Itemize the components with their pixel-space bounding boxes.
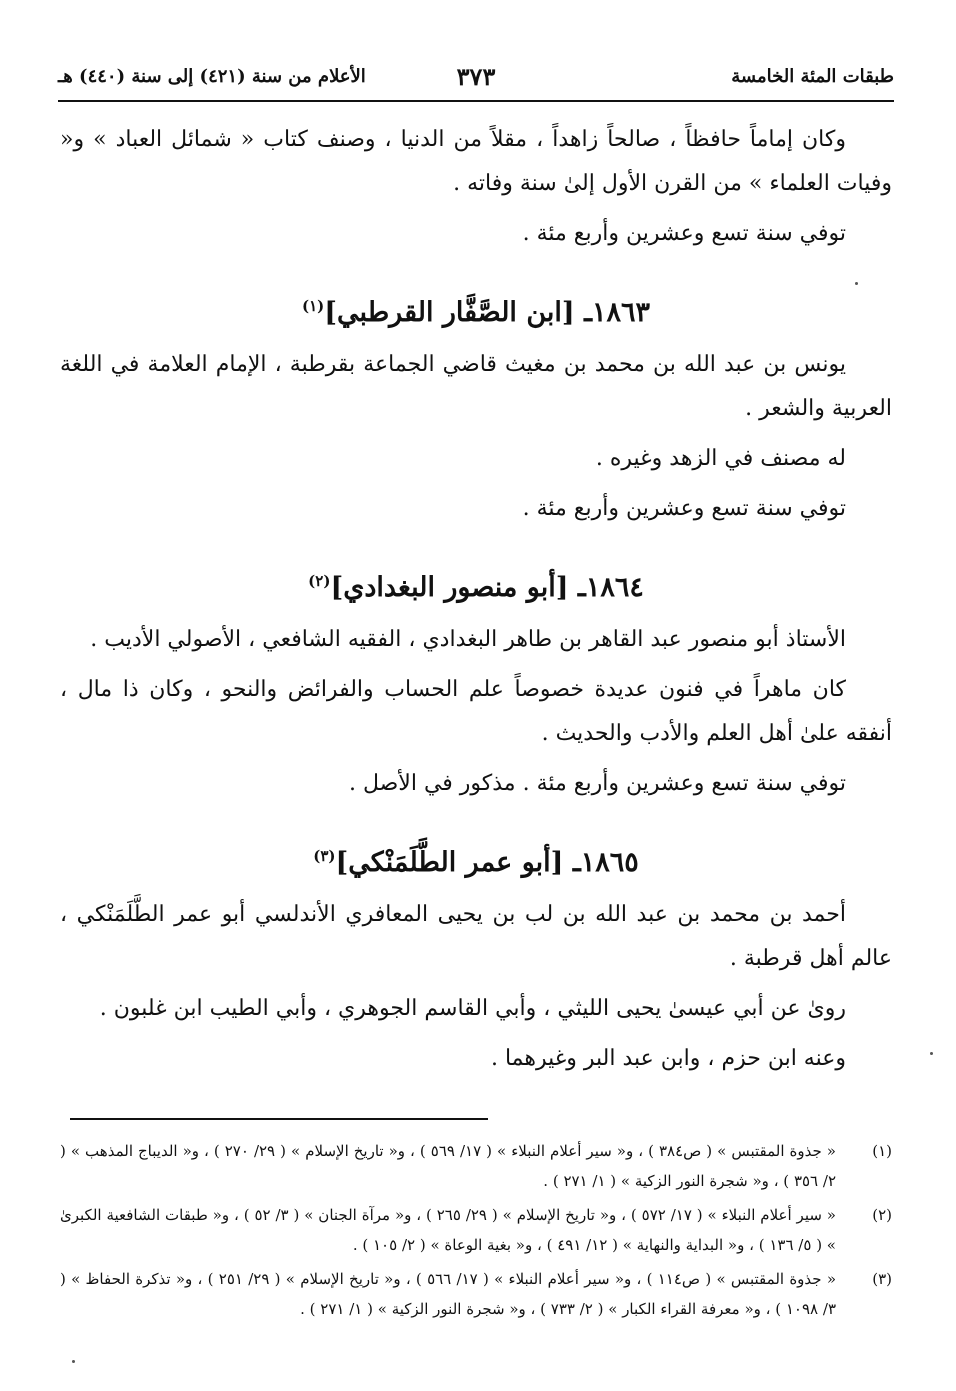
footnote-number: (٣) — [872, 1270, 892, 1288]
entry-1863 — [60, 286, 892, 531]
entry-paragraph: الأستاذ أبو منصور عبد القاهر بن طاهر البغدادي ، الفقيه الشافعي ، الأصولي الأديب . — [90, 627, 846, 652]
entry-1864 — [60, 561, 892, 806]
entry-title-text: ١٨٦٤ـ [أبو منصور البغدادي] — [330, 572, 644, 603]
entry-paragraph: رویٰ عن أبي عيسىٰ يحيى الليثي ، وأبي القاسم الجوهري ، وأبي الطيب ابن غلبون . — [99, 996, 846, 1021]
entry-paragraph: يونس بن عبد الله بن محمد بن مغيث قاضي الجماعة بقرطبة ، الإمام العلامة في اللغة العربية والشعر . — [60, 352, 892, 421]
running-header — [58, 62, 894, 98]
entry-paragraph: له مصنف في الزهد وغيره . — [595, 446, 846, 471]
footnote-separator — [70, 1118, 488, 1120]
footnote — [60, 1264, 892, 1324]
footnote-text: « جذوة المقتبس » ( ص٣٨٤ ) ، و« سير أعلام النبلاء » ( ١٧/ ٥٦٩ ) ، و« تاريخ الإسلام » ( ٢٩/ ٢٧٠ ) ، و« الديباج المذهب » ( ٢/ ٣٥٦ ) ، و« شجرة النور الزكية » ( ١/ ٢٧١ ) . — [60, 1142, 836, 1190]
scan-speck — [72, 1360, 75, 1363]
footnote-number: (٢) — [872, 1206, 892, 1224]
entry-title — [60, 836, 892, 883]
footnote — [60, 1200, 892, 1260]
entry-paragraph: وعنه ابن حزم ، وابن عبد البر وغيرهما . — [490, 1046, 846, 1071]
entry-paragraph: توفي سنة تسع وعشرين وأربع مئة . — [522, 496, 846, 521]
scan-speck — [930, 1052, 933, 1055]
header-section-title: طبقات المئة الخامسة — [731, 66, 894, 87]
page-body — [60, 118, 892, 1087]
entry-paragraph: أحمد بن محمد بن عبد الله بن لب بن يحيى المعافري الأندلسي أبو عمر الطَّلَمَنْكي ، عالم أهل قرطبة . — [60, 902, 892, 971]
header-date-range: الأعلام من سنة (٤٢١) إلى سنة (٤٤٠) هـ — [58, 66, 366, 87]
footnote-ref: (٢) — [308, 572, 331, 590]
footnote-ref: (٣) — [313, 847, 336, 865]
footnote-text: « سير أعلام النبلاء » ( ١٧/ ٥٧٢ ) ، و« تاريخ الإسلام » ( ٢٩/ ٢٦٥ ) ، و« مرآة الجنان » ( ٣/ ٥٢ ) ، و« طبقات الشافعية الكبرىٰ » ( ٥/ ١٣٦ ) ، و« البداية والنهاية » ( ١٢/ ٤٩١ ) ، و« بغية الوعاة » ( ٢/ ١٠٥ ) . — [60, 1206, 836, 1254]
entry-1865 — [60, 836, 892, 1081]
intro-paragraph: وكان إماماً حافظاً ، صالحاً زاهداً ، مقلاً من الدنيا ، وصنف كتاب « شمائل العباد » و« وفيات العلماء » من القرن الأول إلىٰ سنة وفاته . — [60, 127, 892, 196]
entry-title — [60, 561, 892, 608]
scan-speck — [855, 282, 858, 285]
footnote-text: « جذوة المقتبس » ( ص١١٤ ) ، و« سير أعلام النبلاء » ( ١٧/ ٥٦٦ ) ، و« تاريخ الإسلام » ( ٢٩/ ٢٥١ ) ، و« تذكرة الحفاظ » ( ٣/ ١٠٩٨ ) ، و« معرفة القراء الكبار » ( ٢/ ٧٣٣ ) ، و« شجرة النور الزكية » ( ١/ ٢٧١ ) . — [60, 1270, 837, 1318]
entry-paragraph: توفي سنة تسع وعشرين وأربع مئة . مذكور في الأصل . — [348, 771, 846, 796]
footnote-number: (١) — [872, 1142, 892, 1160]
entry-title-text: ١٨٦٣ـ [ابن الصَّفَّار القرطبي] — [324, 297, 651, 328]
intro-death-line: توفي سنة تسع وعشرين وأربع مئة . — [522, 221, 846, 246]
footnote-ref: (١) — [301, 297, 325, 315]
entry-paragraph: كان ماهراً في فنون عديدة خصوصاً علم الحساب والفرائض والنحو ، وكان ذا مال ، أنفقه علىٰ أهل العلم والأدب والحديث . — [60, 677, 892, 746]
entry-title-text: ١٨٦٥ـ [أبو عمر الطَّلَمَنْكي] — [335, 847, 639, 878]
page-number: ٣٧٣ — [456, 62, 496, 91]
entry-title — [60, 286, 892, 333]
footnotes — [60, 1136, 892, 1328]
header-rule — [58, 100, 894, 102]
footnote — [60, 1136, 892, 1196]
